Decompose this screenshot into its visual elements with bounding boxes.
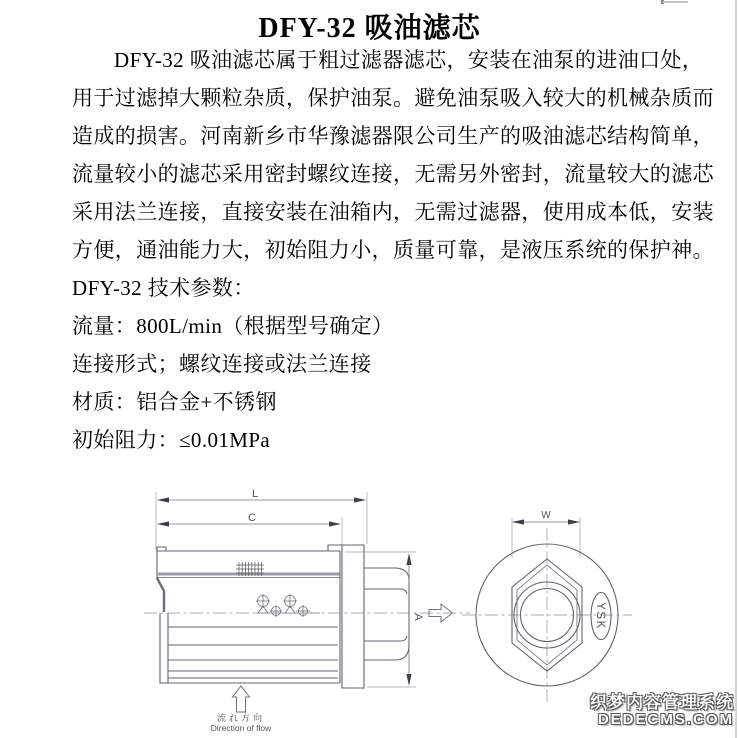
- paragraph-line: 方便，通油能力大，初始阻力小，质量可靠，是液压系统的保护神。: [72, 238, 714, 262]
- dimension-L: [157, 497, 366, 502]
- spec-resistance-line: 初始阻力：≤0.01MPa: [72, 428, 271, 452]
- flow-direction-arrow-icon: [233, 686, 250, 712]
- cms-watermark: [434, 694, 734, 728]
- paragraph-line: 流量较小的滤芯采用密封螺纹连接，无需另外密封，流量较大的滤芯: [72, 162, 714, 186]
- flow-direction-label-en: Direction of flow: [210, 723, 272, 733]
- valve-symbol: [256, 594, 320, 617]
- spec-heading-line: DFY-32 技术参数：: [72, 276, 255, 300]
- spec-material-line: 材质：铝合金+不锈钢: [72, 390, 277, 414]
- paragraph-line: DFY-32 吸油滤芯属于粗过滤器滤芯，安装在油泵的进油口处，: [114, 48, 704, 72]
- page-title: DFY-32 吸油滤芯: [258, 13, 481, 44]
- paragraph-line: 造成的损害。河南新乡市华豫滤器限公司生产的吸油滤芯结构简单，: [72, 124, 714, 148]
- dim-label-A: A: [412, 613, 424, 621]
- pleated-body: [160, 551, 340, 683]
- dim-label-W: W: [541, 510, 551, 521]
- body-text-block: [72, 41, 714, 459]
- watermark-text-cn: 织梦内容管理系统: [590, 693, 734, 712]
- dimension-W: [512, 517, 580, 558]
- end-view: [462, 510, 632, 702]
- logo-text: YSK: [594, 602, 606, 630]
- paragraph-line: 用于过滤掉大颗粒杂质，保护油泵。避免油泵吸入较大的机械杂质而: [72, 86, 714, 110]
- flow-direction-label-jp: 流れ方向: [216, 713, 266, 723]
- dim-label-C: C: [248, 512, 256, 524]
- paragraph-line: 采用法兰连接，直接安装在油箱内，无需过滤器，使用成本低，安装: [72, 200, 714, 224]
- spec-connection-line: 连接形式；螺纹连接或法兰连接: [72, 352, 372, 376]
- dim-label-L: L: [251, 488, 259, 500]
- spec-flow-line: 流量：800L/min（根据型号确定）: [72, 314, 394, 338]
- left-bevel-edge: [157, 578, 164, 612]
- ruler-line-artifact: [663, 1, 688, 3]
- side-view: [144, 488, 470, 733]
- watermark-text-en: DEDECMS.COM: [597, 710, 734, 728]
